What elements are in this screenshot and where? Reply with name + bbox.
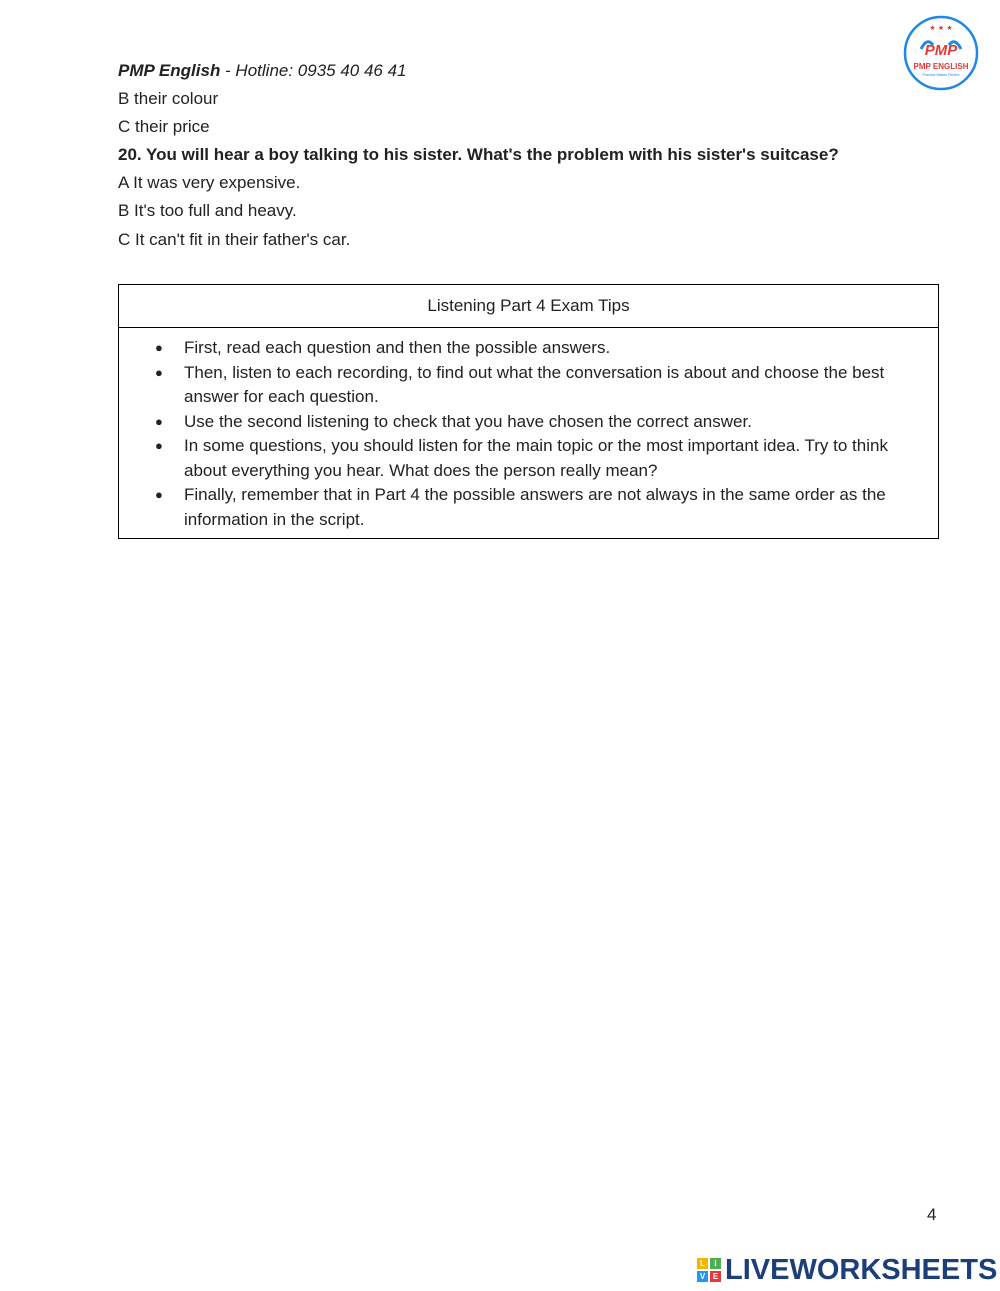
bullet-icon: ● xyxy=(155,438,163,453)
question-20-option-a: A It was very expensive. xyxy=(118,173,301,192)
prev-option-b: B their colour xyxy=(118,89,219,108)
exam-tips-heading: Listening Part 4 Exam Tips xyxy=(119,285,938,328)
tip-text: Finally, remember that in Part 4 the possible answers are not always in the same order as the information in the script. xyxy=(184,485,886,529)
document-header xyxy=(118,60,407,82)
bullet-icon: ● xyxy=(155,487,163,502)
tip-item xyxy=(119,361,930,410)
bullet-icon: ● xyxy=(155,340,163,355)
liveworksheets-blocks-icon: L I V E xyxy=(697,1258,721,1282)
tip-text: First, read each question and then the possible answers. xyxy=(184,338,611,357)
tip-text: In some questions, you should listen for the main topic or the most important idea. Try to think about everything you hear. What does the person really mean? xyxy=(184,436,888,480)
question-20-title: 20. You will hear a boy talking to his sister. What's the problem with his sister's suitcase? xyxy=(118,145,839,164)
tip-item xyxy=(119,483,930,532)
tip-item xyxy=(119,336,930,361)
tip-item xyxy=(119,434,930,483)
bullet-icon: ● xyxy=(155,364,163,380)
bullet-icon: ● xyxy=(155,413,163,429)
exam-tips-box xyxy=(118,284,939,539)
question-20-option-c: C It can't fit in their father's car. xyxy=(118,230,351,249)
svg-text:★ ★ ★: ★ ★ ★ xyxy=(929,24,953,32)
logo-tagline: Practice Makes Perfect xyxy=(922,73,960,77)
header-hotline: - Hotline: 0935 40 46 41 xyxy=(220,61,407,80)
logo-name: PMP ENGLISH xyxy=(913,62,969,71)
tip-item xyxy=(119,410,930,435)
page-number: 4 xyxy=(927,1205,937,1224)
tip-text: Then, listen to each recording, to find out what the conversation is about and choose the best answer for each question. xyxy=(184,362,885,406)
tip-text: Use the second listening to check that you have chosen the correct answer. xyxy=(184,411,752,431)
pmp-english-logo xyxy=(903,15,979,91)
prev-option-c: C their price xyxy=(118,117,210,136)
header-brand: PMP English xyxy=(118,61,221,80)
liveworksheets-text: LIVEWORKSHEETS xyxy=(725,1254,998,1286)
logo-monogram: PMP xyxy=(924,42,958,59)
question-20-option-b: B It's too full and heavy. xyxy=(118,201,297,220)
exam-tips-list xyxy=(119,328,938,532)
liveworksheets-watermark xyxy=(697,1254,997,1286)
